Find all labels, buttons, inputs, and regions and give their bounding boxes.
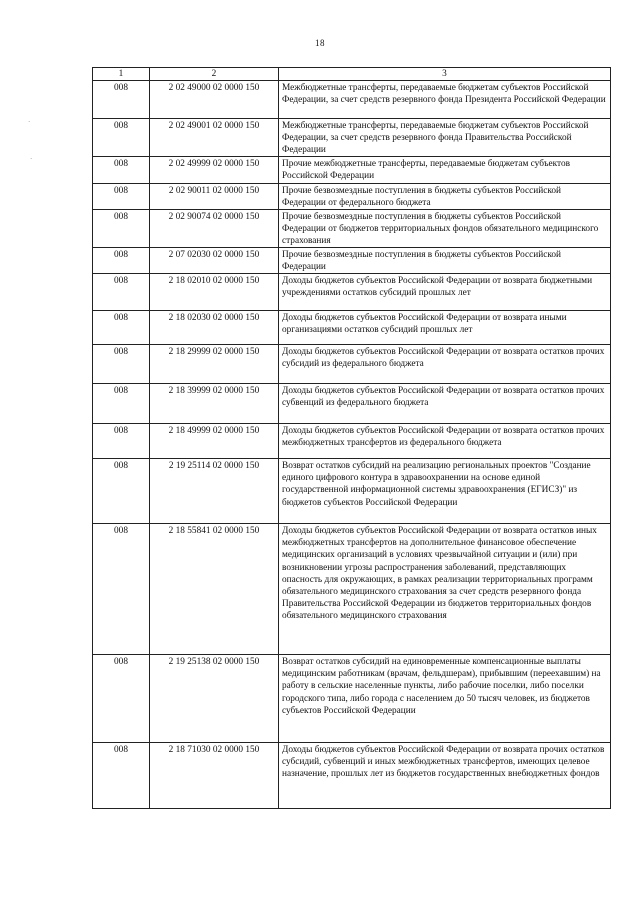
revenue-name-cell: Доходы бюджетов субъектов Российской Федерации от возврата остатков прочих субсидий из федерального бюджета (279, 345, 611, 384)
revenue-code-cell: 2 02 49001 02 0000 150 (150, 119, 279, 157)
revenue-name-cell: Межбюджетные трансферты, передаваемые бюджетам субъектов Российской Федерации, за счет средств резервного фонда Правительства Российской Федерации (279, 119, 611, 157)
page-number: 18 (315, 38, 325, 48)
revenue-name-cell: Прочие межбюджетные трансферты, передаваемые бюджетам субъектов Российской Федерации (279, 157, 611, 183)
table-body (93, 81, 611, 809)
admin-code-cell: 008 (93, 384, 150, 424)
revenue-name-cell: Прочие безвозмездные поступления в бюджеты субъектов Российской Федерации от бюджетов территориальных фондов обязательного медицинского страхования (279, 209, 611, 247)
revenue-name-cell: Возврат остатков субсидий на единовременные компенсационные выплаты медицинским работникам (врачам, фельдшерам), прибывшим (переехавшим) на работу в сельские населенные пункты, либо рабочие поселки, либо поселки городского типа, либо города с населением до 50 тысяч человек, из бюджетов субъектов Российской Федерации (279, 655, 611, 743)
revenue-code-cell: 2 02 90074 02 0000 150 (150, 209, 279, 247)
revenue-name-cell: Возврат остатков субсидий на реализацию региональных проектов "Создание единого цифрового контура в здравоохранении на основе единой государственной информационной системы здравоохранения (ЕГИСЗ)" из бюджетов субъектов Российской Федерации (279, 459, 611, 524)
revenue-code-cell: 2 18 29999 02 0000 150 (150, 345, 279, 384)
admin-code-cell: 008 (93, 209, 150, 247)
admin-code-cell: 008 (93, 183, 150, 209)
column-header-name: 3 (279, 68, 611, 81)
margin-mark: · (30, 155, 33, 163)
admin-code-cell: 008 (93, 459, 150, 524)
revenue-name-cell: Доходы бюджетов субъектов Российской Федерации от возврата прочих остатков субсидий, субвенций и иных межбюджетных трансфертов, имеющих целевое назначение, прошлых лет из бюджетов государственных внебюджетных фондов (279, 743, 611, 809)
column-header-code: 2 (150, 68, 279, 81)
revenue-name-cell: Доходы бюджетов субъектов Российской Федерации от возврата остатков прочих межбюджетных трансфертов из федерального бюджета (279, 424, 611, 459)
table-row (93, 424, 611, 459)
admin-code-cell: 008 (93, 81, 150, 119)
admin-code-cell: 008 (93, 345, 150, 384)
table-row (93, 524, 611, 655)
table-row (93, 81, 611, 119)
revenue-code-cell: 2 18 49999 02 0000 150 (150, 424, 279, 459)
admin-code-cell: 008 (93, 743, 150, 809)
revenue-code-cell: 2 19 25114 02 0000 150 (150, 459, 279, 524)
table-row (93, 248, 611, 274)
table-row (93, 743, 611, 809)
table-row (93, 183, 611, 209)
revenue-code-cell: 2 18 39999 02 0000 150 (150, 384, 279, 424)
revenue-code-cell: 2 02 49000 02 0000 150 (150, 81, 279, 119)
revenue-code-cell: 2 02 49999 02 0000 150 (150, 157, 279, 183)
admin-code-cell: 008 (93, 311, 150, 345)
revenue-name-cell: Прочие безвозмездные поступления в бюджеты субъектов Российской Федерации от федерального бюджета (279, 183, 611, 209)
revenue-code-cell: 2 18 02010 02 0000 150 (150, 274, 279, 311)
revenue-code-cell: 2 07 02030 02 0000 150 (150, 248, 279, 274)
revenue-name-cell: Доходы бюджетов субъектов Российской Федерации от возврата остатков иных межбюджетных трансфертов на дополнительное финансовое обеспечение медицинских организаций в условиях чрезвычайной ситуации и (или) при возникновении угрозы распространения заболеваний, представляющих опасность для окружающих, в рамках реализации территориальных программ обязательного медицинского страхования за счет средств резервного фонда Правительства Российской Федерации из бюджетов территориальных фондов обязательного медицинского страхования (279, 524, 611, 655)
admin-code-cell: 008 (93, 248, 150, 274)
table-row (93, 311, 611, 345)
table-row (93, 345, 611, 384)
revenue-name-cell: Доходы бюджетов субъектов Российской Федерации от возврата бюджетными учреждениями остатков субсидий прошлых лет (279, 274, 611, 311)
table-row (93, 209, 611, 247)
revenue-name-cell: Доходы бюджетов субъектов Российской Федерации от возврата остатков прочих субвенций из федерального бюджета (279, 384, 611, 424)
table-row (93, 655, 611, 743)
revenue-name-cell: Межбюджетные трансферты, передаваемые бюджетам субъектов Российской Федерации, за счет средств резервного фонда Президента Российской Федерации (279, 81, 611, 119)
revenue-code-cell: 2 19 25138 02 0000 150 (150, 655, 279, 743)
revenue-code-cell: 2 18 71030 02 0000 150 (150, 743, 279, 809)
table-header-row (93, 68, 611, 81)
admin-code-cell: 008 (93, 524, 150, 655)
revenue-name-cell: Прочие безвозмездные поступления в бюджеты субъектов Российской Федерации (279, 248, 611, 274)
revenue-name-cell: Доходы бюджетов субъектов Российской Федерации от возврата иными организациями остатков субсидий прошлых лет (279, 311, 611, 345)
revenue-code-cell: 2 18 02030 02 0000 150 (150, 311, 279, 345)
table-row (93, 384, 611, 424)
table-row (93, 119, 611, 157)
admin-code-cell: 008 (93, 119, 150, 157)
margin-mark: · (28, 118, 31, 126)
admin-code-cell: 008 (93, 655, 150, 743)
table-row (93, 274, 611, 311)
revenue-code-cell: 2 02 90011 02 0000 150 (150, 183, 279, 209)
table-row (93, 157, 611, 183)
table-row (93, 459, 611, 524)
admin-code-cell: 008 (93, 274, 150, 311)
admin-code-cell: 008 (93, 424, 150, 459)
column-header-admin: 1 (93, 68, 150, 81)
revenue-code-cell: 2 18 55841 02 0000 150 (150, 524, 279, 655)
admin-code-cell: 008 (93, 157, 150, 183)
revenue-classification-table (92, 67, 611, 809)
